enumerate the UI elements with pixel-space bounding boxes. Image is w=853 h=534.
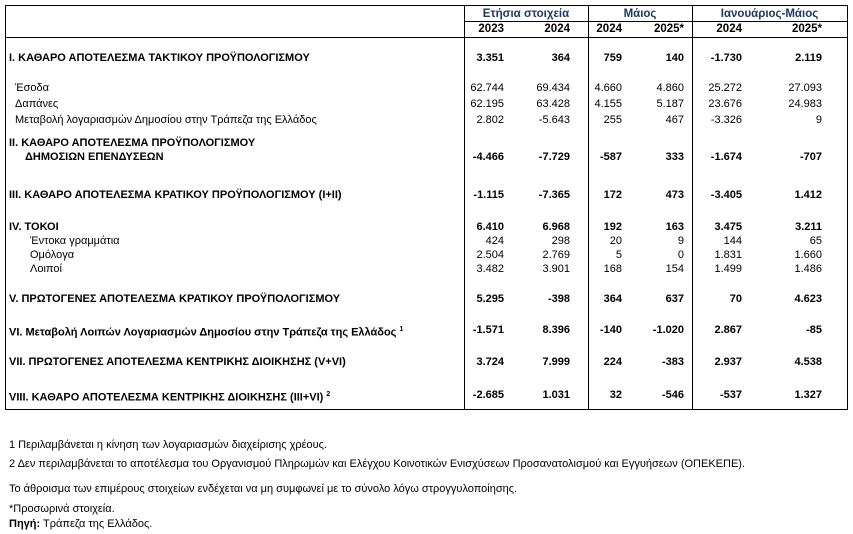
value-cell: 32	[609, 389, 622, 401]
table-row	[0, 388, 853, 402]
value-cell: 333	[665, 151, 684, 163]
value-cell: 3.475	[714, 221, 742, 233]
value-cell: 364	[551, 52, 570, 64]
value-cell: -7.365	[538, 189, 570, 201]
value-cell: 1.327	[794, 389, 822, 401]
header-year: 2024	[596, 23, 622, 35]
value-cell: -707	[799, 151, 822, 163]
table-row	[0, 97, 853, 111]
header-group-may: Μάιος	[623, 8, 657, 20]
table-row	[0, 113, 853, 127]
value-cell: 192	[603, 221, 622, 233]
value-cell: 3.211	[795, 221, 822, 233]
header-year: 2024	[716, 23, 742, 35]
row-label	[15, 113, 317, 127]
value-cell: 4.155	[594, 98, 622, 110]
value-cell: -398	[547, 293, 570, 305]
value-cell: 23.676	[708, 98, 742, 110]
header-year: 2025*	[791, 23, 822, 35]
table-row	[0, 323, 853, 337]
value-cell: 1.660	[794, 249, 822, 261]
value-cell: -5.643	[538, 114, 570, 126]
value-cell: -1.020	[652, 324, 684, 336]
table-row	[0, 248, 853, 262]
table-row	[0, 220, 853, 234]
header-underline	[692, 21, 847, 22]
value-cell: -140	[599, 324, 622, 336]
value-cell: 25.272	[708, 82, 742, 94]
value-cell: 2.119	[795, 52, 822, 64]
row-label-text: Μεταβολή λογαριασμών Δημοσίου στην Τράπεζα της Ελλάδος	[15, 114, 317, 126]
value-cell: 5	[615, 249, 622, 261]
footnote-marker: 2	[326, 391, 331, 398]
value-cell: 65	[809, 235, 822, 247]
table-row	[0, 292, 853, 306]
value-cell: 5.295	[476, 293, 504, 305]
header-underline	[464, 21, 588, 22]
table-row	[0, 355, 853, 369]
value-cell: 4.860	[656, 82, 684, 94]
value-cell: 6.968	[542, 221, 570, 233]
row-label-text: VI. Μεταβολή Λοιπών Λογαριασμών Δημοσίου στην Τράπεζα της Ελλάδος	[9, 326, 397, 339]
footnote-marker: 1	[399, 326, 404, 333]
header-year: 2023	[478, 23, 504, 35]
table-top-border	[5, 5, 848, 6]
row-label	[9, 323, 403, 340]
value-cell: 637	[665, 293, 684, 305]
value-cell: 424	[485, 235, 504, 247]
row-label-text: Δαπάνες	[15, 98, 59, 110]
value-cell: -537	[719, 389, 742, 401]
value-cell: -3.326	[710, 114, 742, 126]
value-cell: -3.405	[710, 189, 742, 201]
header-underline	[588, 21, 692, 22]
row-label-text: IV. ΤΟΚΟΙ	[9, 221, 59, 233]
row-label	[15, 81, 49, 95]
value-cell: -546	[661, 389, 684, 401]
value-cell: 3.482	[476, 263, 504, 275]
value-cell: 63.428	[536, 98, 570, 110]
row-label	[15, 97, 58, 111]
row-label-text: VIII. ΚΑΘΑΡΟ ΑΠΟΤΕΛΕΣΜΑ ΚΕΝΤΡΙΚΗΣ ΔΙΟΙΚΗΣΗΣ (III+VI)	[9, 391, 324, 404]
header-bottom-border	[5, 37, 848, 38]
value-cell: 224	[603, 356, 622, 368]
row-label-text: III. ΚΑΘΑΡΟ ΑΠΟΤΕΛΕΣΜΑ ΚΡΑΤΙΚΟΥ ΠΡΟΫΠΟΛΟΓΙΣΜΟΥ (I+II)	[9, 189, 342, 201]
value-cell: 2.867	[714, 324, 742, 336]
value-cell: 168	[603, 263, 622, 275]
value-cell: 69.434	[536, 82, 570, 94]
value-cell: -4.466	[472, 151, 504, 163]
provisional-note: *Προσωρινά στοιχεία.	[9, 503, 115, 515]
value-cell: 467	[665, 114, 684, 126]
row-label	[9, 188, 342, 202]
row-label-text: Έσοδα	[15, 82, 50, 94]
value-cell: 5.187	[656, 98, 684, 110]
value-cell: 62.195	[470, 98, 504, 110]
value-cell: 3.724	[476, 356, 504, 368]
row-label	[9, 355, 346, 369]
header-year: 2025*	[653, 23, 684, 35]
row-label	[9, 220, 59, 234]
value-cell: 144	[723, 235, 742, 247]
table-row	[0, 136, 853, 164]
value-cell: 24.983	[788, 98, 822, 110]
row-label-text: I. ΚΑΘΑΡΟ ΑΠΟΤΕΛΕΣΜΑ ΤΑΚΤΙΚΟΥ ΠΡΟΫΠΟΛΟΓΙΣΜΟΥ	[9, 52, 310, 64]
value-cell: 163	[665, 221, 684, 233]
row-label	[9, 388, 330, 405]
table-row	[0, 262, 853, 276]
table-left-border	[5, 5, 6, 409]
value-cell: 1.831	[714, 249, 742, 261]
value-cell: 2.937	[714, 356, 742, 368]
table-bottom-border	[5, 409, 848, 410]
rounding-note: Το άθροισμα των επιμέρους στοιχείων ενδέχεται να μη συμφωνεί με το σύνολο λόγω στρογγυλοποίησης.	[9, 483, 518, 495]
row-label	[30, 248, 74, 262]
value-cell: -587	[599, 151, 622, 163]
value-cell: 9	[815, 114, 822, 126]
value-cell: 3.901	[542, 263, 570, 275]
column-divider	[464, 5, 465, 409]
value-cell: 2.769	[542, 249, 570, 261]
row-label-text: Λοιποί	[30, 263, 62, 275]
row-label-text: Ομόλογα	[30, 249, 75, 261]
value-cell: 9	[677, 235, 684, 247]
value-cell: -7.729	[538, 151, 570, 163]
value-cell: 7.999	[542, 356, 570, 368]
value-cell: 364	[603, 293, 622, 305]
value-cell: 2.802	[476, 114, 504, 126]
value-cell: -85	[806, 324, 822, 336]
table-row	[0, 51, 853, 65]
value-cell: 1.499	[714, 263, 742, 275]
value-cell: 140	[665, 52, 684, 64]
column-divider	[692, 5, 693, 409]
row-label-text: V. ΠΡΩΤΟΓΕΝΕΣ ΑΠΟΤΕΛΕΣΜΑ ΚΡΑΤΙΚΟΥ ΠΡΟΫΠΟΛΟΓΙΣΜΟΥ	[9, 293, 341, 305]
row-label-text: II. ΚΑΘΑΡΟ ΑΠΟΤΕΛΕΣΜΑ ΠΡΟΫΠΟΛΟΓΙΣΜΟΥ	[9, 137, 256, 149]
value-cell: 4.660	[594, 82, 622, 94]
value-cell: -1.674	[710, 151, 742, 163]
source-note	[9, 517, 152, 531]
header-group-annual: Ετήσια στοιχεία	[482, 8, 570, 20]
value-cell: 62.744	[470, 82, 504, 94]
value-cell: 4.623	[794, 293, 822, 305]
source-label: Πηγή:	[9, 518, 41, 530]
value-cell: 4.538	[794, 356, 822, 368]
value-cell: 473	[665, 189, 684, 201]
table-row	[0, 81, 853, 95]
footnote-2: 2 Δεν περιλαμβάνεται το αποτέλεσμα του Οργανισμού Πληρωμών και Ελέγχου Κοινοτικών Ενισχύσεων Προσανατολισμού και Εγγυήσεων (ΟΠΕΚΕΠΕ).	[9, 458, 746, 470]
value-cell: 0	[677, 249, 684, 261]
value-cell: 70	[729, 293, 742, 305]
value-cell: 8.396	[542, 324, 570, 336]
source-text: Τράπεζα της Ελλάδος.	[40, 518, 153, 530]
value-cell: 172	[603, 189, 622, 201]
value-cell: -2.685	[472, 389, 504, 401]
header-year: 2024	[544, 23, 570, 35]
value-cell: 27.093	[788, 82, 822, 94]
row-label-text: Έντοκα γραμμάτια	[30, 235, 120, 247]
row-label	[30, 262, 62, 276]
value-cell: 1.031	[542, 389, 570, 401]
value-cell: -383	[661, 356, 684, 368]
value-cell: 1.412	[794, 189, 822, 201]
value-cell: 298	[551, 235, 570, 247]
value-cell: -1.730	[710, 52, 742, 64]
value-cell: 759	[603, 52, 622, 64]
row-label	[9, 292, 340, 306]
row-label	[30, 234, 120, 248]
value-cell: 3.351	[476, 52, 504, 64]
row-label	[9, 51, 310, 65]
value-cell: -1.571	[472, 324, 504, 336]
value-cell: 1.486	[794, 263, 822, 275]
value-cell: -1.115	[473, 189, 504, 201]
header-group-jan-may: Ιανουάριος-Μάιος	[720, 8, 819, 20]
footnote-1: 1 Περιλαμβάνεται η κίνηση των λογαριασμών διαχείρισης χρέους.	[9, 439, 328, 451]
value-cell: 2.504	[476, 249, 504, 261]
table-right-border	[847, 5, 848, 409]
value-cell: 20	[609, 235, 622, 247]
value-cell: 6.410	[476, 221, 504, 233]
row-label	[9, 136, 255, 164]
row-label-line2: ΔΗΜΟΣΙΩΝ ΕΠΕΝΔΥΣΕΩΝ	[25, 151, 164, 163]
column-divider	[588, 5, 589, 409]
table-row	[0, 188, 853, 202]
table-row	[0, 234, 853, 248]
value-cell: 154	[665, 263, 684, 275]
row-label-text: VII. ΠΡΩΤΟΓΕΝΕΣ ΑΠΟΤΕΛΕΣΜΑ ΚΕΝΤΡΙΚΗΣ ΔΙΟΙΚΗΣΗΣ (V+VI)	[9, 356, 346, 368]
value-cell: 255	[603, 114, 622, 126]
